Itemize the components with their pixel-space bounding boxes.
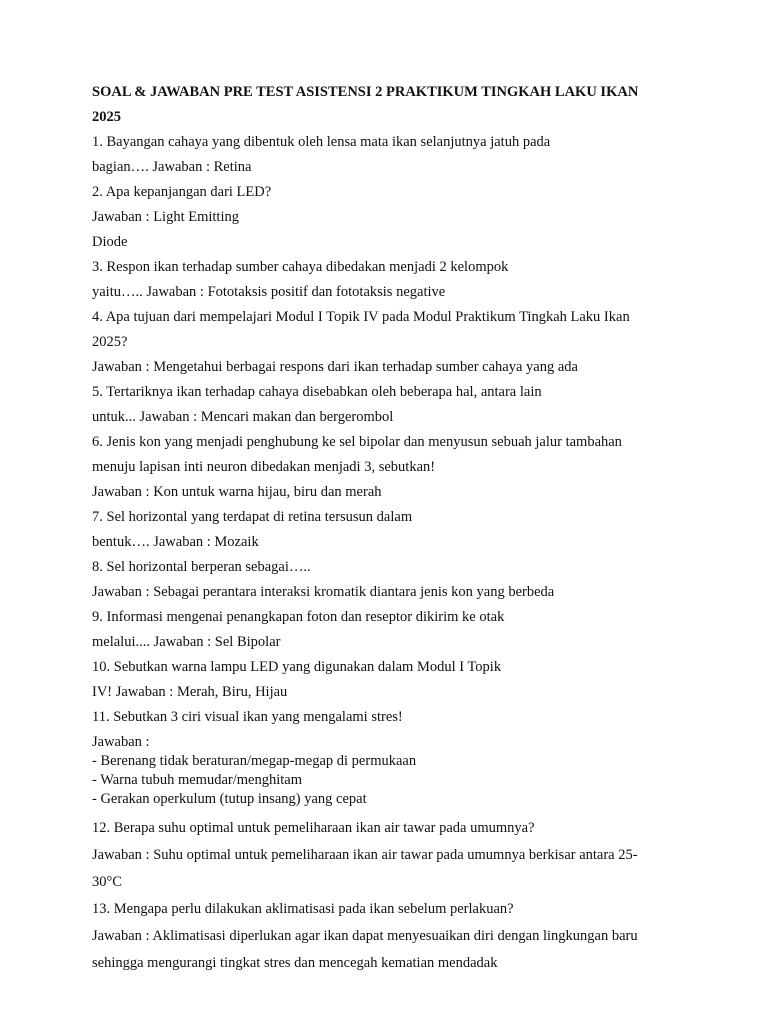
answer-6: Jawaban : Kon untuk warna hijau, biru dan merah xyxy=(92,484,382,500)
answer-1: bagian…. Jawaban : Retina xyxy=(92,159,252,175)
question-8: 8. Sel horizontal berperan sebagai….. xyxy=(92,559,311,575)
answer-10: IV! Jawaban : Merah, Biru, Hijau xyxy=(92,684,288,700)
answer-11-item: - Gerakan operkulum (tutup insang) yang cepat xyxy=(92,791,367,807)
answer-13: Jawaban : Aklimatisasi diperlukan agar ikan dapat menyesuaikan diri dengan lingkungan baru xyxy=(92,928,638,944)
answer-11-item: - Warna tubuh memudar/menghitam xyxy=(92,772,302,788)
question-10: 10. Sebutkan warna lampu LED yang digunakan dalam Modul I Topik xyxy=(92,659,502,675)
answer-12-cont: 30°C xyxy=(92,874,122,890)
question-2: 2. Apa kepanjangan dari LED? xyxy=(92,184,272,200)
answer-13-cont: sehingga mengurangi tingkat stres dan mencegah kematian mendadak xyxy=(92,955,498,971)
answer-2-cont: Diode xyxy=(92,234,128,250)
answer-5: untuk... Jawaban : Mencari makan dan bergerombol xyxy=(92,409,394,425)
question-3: 3. Respon ikan terhadap sumber cahaya dibedakan menjadi 2 kelompok xyxy=(92,259,509,275)
document-title-year: 2025 xyxy=(92,109,121,125)
question-13: 13. Mengapa perlu dilakukan aklimatisasi pada ikan sebelum perlakuan? xyxy=(92,901,514,917)
answer-4: Jawaban : Mengetahui berbagai respons dari ikan terhadap sumber cahaya yang ada xyxy=(92,359,578,375)
question-7: 7. Sel horizontal yang terdapat di retina tersusun dalam xyxy=(92,509,413,525)
question-9: 9. Informasi mengenai penangkapan foton dan reseptor dikirim ke otak xyxy=(92,609,505,625)
answer-9: melalui.... Jawaban : Sel Bipolar xyxy=(92,634,281,650)
answer-7: bentuk…. Jawaban : Mozaik xyxy=(92,534,259,550)
answer-11-label: Jawaban : xyxy=(92,734,150,750)
question-11: 11. Sebutkan 3 ciri visual ikan yang mengalami stres! xyxy=(92,709,403,725)
answer-12: Jawaban : Suhu optimal untuk pemeliharaan ikan air tawar pada umumnya berkisar antara 25- xyxy=(92,847,638,863)
answer-3: yaitu….. Jawaban : Fototaksis positif dan fototaksis negative xyxy=(92,284,446,300)
answer-2: Jawaban : Light Emitting xyxy=(92,209,239,225)
question-6: 6. Jenis kon yang menjadi penghubung ke sel bipolar dan menyusun sebuah jalur tambahan xyxy=(92,434,622,450)
answer-11-block xyxy=(92,733,708,809)
question-1: 1. Bayangan cahaya yang dibentuk oleh lensa mata ikan selanjutnya jatuh pada xyxy=(92,134,551,150)
document-title: SOAL & JAWABAN PRE TEST ASISTENSI 2 PRAKTIKUM TINGKAH LAKU IKAN xyxy=(92,84,639,100)
question-4-cont: 2025? xyxy=(92,334,128,350)
question-list xyxy=(92,130,708,977)
question-4: 4. Apa tujuan dari mempelajari Modul I Topik IV pada Modul Praktikum Tingkah Laku Ikan xyxy=(92,309,630,325)
question-12: 12. Berapa suhu optimal untuk pemeliharaan ikan air tawar pada umumnya? xyxy=(92,820,535,836)
answer-8: Jawaban : Sebagai perantara interaksi kromatik diantara jenis kon yang berbeda xyxy=(92,584,555,600)
question-5: 5. Tertariknya ikan terhadap cahaya disebabkan oleh beberapa hal, antara lain xyxy=(92,384,542,400)
question-6-cont: menuju lapisan inti neuron dibedakan menjadi 3, sebutkan! xyxy=(92,459,436,475)
answer-11-item: - Berenang tidak beraturan/megap-megap di permukaan xyxy=(92,753,417,769)
